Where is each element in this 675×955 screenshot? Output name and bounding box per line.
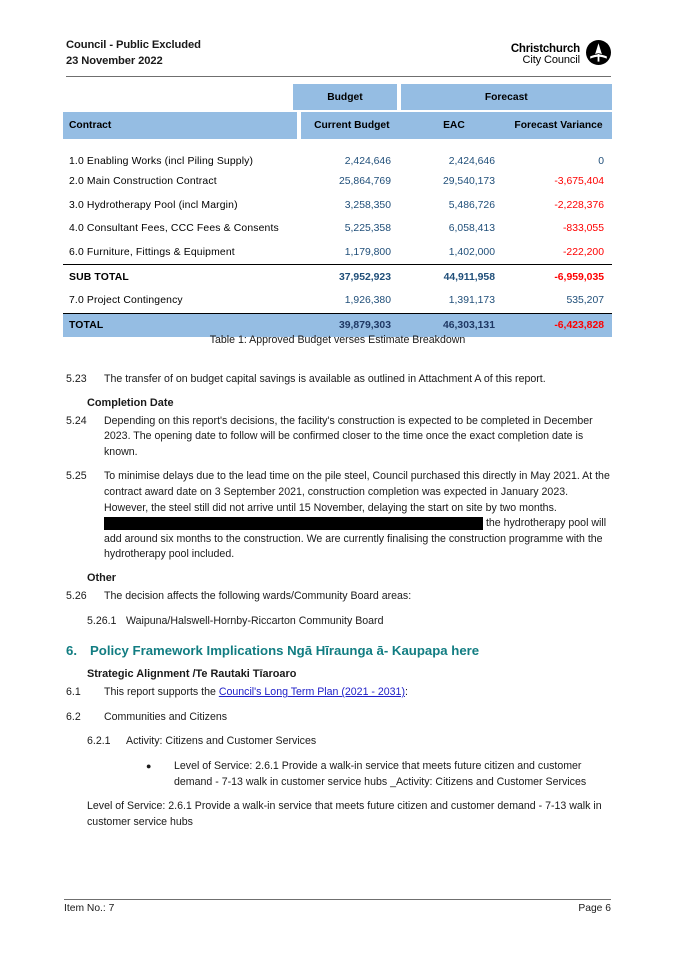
total-label: TOTAL — [69, 319, 104, 331]
row-variance: -222,200 — [562, 247, 604, 259]
paragraph-5-26-1 — [87, 614, 612, 630]
row-current-budget: 2,424,646 — [344, 156, 391, 167]
row-label: 1.0 Enabling Works (incl Piling Supply) — [69, 156, 254, 167]
row-eac: 29,540,173 — [442, 176, 495, 188]
redaction-block-1 — [104, 517, 392, 530]
row-variance: -3,675,404 — [554, 176, 604, 188]
subtotal-label: SUB TOTAL — [69, 271, 129, 283]
footer-item-number: Item No.: 7 — [64, 903, 115, 914]
row-variance: -833,055 — [562, 223, 604, 235]
document-body — [66, 372, 612, 839]
paragraph-text-part-b: the hydrotherapy pool will add around six months to the construction. We are currently finalising the construction programme with the hydrotherapy pool included. — [104, 517, 607, 561]
closing-paragraph: Level of Service: 2.6.1 Provide a walk-in service that meets future citizen and customer demand - 7-13 walk in customer service hubs — [87, 800, 602, 828]
paragraph-5-23 — [66, 372, 612, 388]
paragraph-number: 5.24 — [66, 414, 87, 427]
row-label: 2.0 Main Construction Contract — [69, 176, 217, 188]
table-column-header-row — [63, 112, 612, 139]
row-eac: 5,486,726 — [448, 199, 495, 211]
paragraph-text-part-a: To minimise delays due to the lead time on the pile steel, Council purchased this directly in May 2021. At the contract award date on 3 September 2021, construction completion was expected in January 2023. However, the steel still did not arrive until 15 November, delaying the start on site by two months. — [104, 470, 610, 514]
paragraph-text-prefix: This report supports the — [104, 686, 219, 699]
bullet-icon: ● — [146, 760, 152, 771]
paragraph-number: 5.26 — [66, 589, 87, 602]
paragraph-5-25 — [66, 469, 612, 563]
column-header-current-budget: Current Budget — [301, 112, 403, 139]
long-term-plan-link[interactable]: Council's Long Term Plan (2021 - 2031) — [218, 686, 405, 699]
contingency-eac: 1,391,173 — [448, 295, 495, 307]
logo-line-2: City Council — [522, 54, 580, 66]
heading-strategic-alignment: Strategic Alignment /Te Rautaki Tīaroaro — [87, 668, 297, 681]
paragraph-number: 5.26.1 — [87, 614, 117, 627]
group-header-forecast: Forecast — [401, 84, 612, 110]
row-variance: 0 — [598, 156, 604, 167]
row-current-budget: 1,179,800 — [344, 247, 391, 259]
row-variance: -2,228,376 — [554, 199, 604, 211]
paragraph-text: Depending on this report's decisions, the facility's construction is expected to be completed in December 2023. The opening date to follow will be confirmed closer to the time once the exact completion date is known. — [104, 414, 593, 458]
column-header-contract: Contract — [63, 112, 297, 139]
paragraph-number: 6.2 — [66, 710, 81, 723]
paragraph-text-suffix: : — [404, 686, 408, 699]
table-row — [63, 241, 612, 266]
row-current-budget: 25,864,769 — [338, 176, 391, 188]
row-current-budget: 5,225,358 — [344, 223, 391, 235]
page-header — [66, 38, 611, 74]
row-eac: 2,424,646 — [448, 156, 495, 167]
row-eac: 1,402,000 — [448, 247, 495, 259]
paragraph-5-26 — [66, 589, 612, 605]
budget-table — [63, 84, 612, 337]
header-titles — [66, 38, 201, 69]
logo-line-1: Christchurch — [510, 42, 580, 55]
group-header-spacer — [63, 84, 293, 110]
column-header-eac: EAC — [403, 112, 505, 139]
list-item — [146, 759, 612, 790]
paragraph-text: Waipuna/Halswell-Hornby-Riccarton Community Board — [126, 614, 384, 627]
row-eac: 6,058,413 — [448, 223, 495, 235]
paragraph-6-2-1 — [87, 734, 612, 750]
group-header-budget: Budget — [293, 84, 396, 110]
footer-page-number: Page 6 — [578, 903, 611, 914]
table-row — [63, 139, 612, 170]
header-title-line1: Council - Public Excluded — [66, 39, 201, 51]
contingency-variance: 535,207 — [566, 295, 604, 307]
paragraph-6-1 — [66, 685, 612, 701]
table-group-header-row — [63, 84, 612, 110]
paragraph-number: 6.1 — [66, 686, 81, 699]
paragraph-text: Activity: Citizens and Customer Services — [126, 735, 317, 748]
contingency-label: 7.0 Project Contingency — [69, 295, 183, 307]
row-current-budget: 3,258,350 — [344, 199, 391, 211]
logo-wordmark — [511, 44, 580, 67]
paragraph-text: Communities and Citizens — [104, 710, 228, 723]
table-row — [63, 194, 612, 218]
paragraph-text: The decision affects the following wards/Community Board areas: — [104, 589, 412, 602]
table-row — [63, 170, 612, 194]
table-row — [63, 217, 612, 241]
header-title-line2: 23 November 2022 — [66, 54, 163, 67]
section-heading-6 — [66, 643, 612, 658]
paragraph-text — [104, 685, 612, 701]
table-caption: Table 1: Approved Budget verses Estimate Breakdown — [209, 334, 466, 346]
page-footer — [64, 903, 611, 914]
paragraph-number: 6.2.1 — [87, 735, 111, 748]
total-eac: 46,303,131 — [442, 319, 495, 331]
footer-divider — [64, 899, 611, 900]
table-subtotal-row — [63, 265, 612, 289]
paragraph-text — [104, 469, 612, 563]
header-divider — [66, 76, 611, 77]
table-contingency-row — [63, 289, 612, 314]
contingency-current-budget: 1,926,380 — [344, 295, 391, 307]
council-logo — [511, 40, 611, 70]
section-number: 6. — [66, 643, 77, 659]
heading-completion-date: Completion Date — [87, 396, 174, 409]
column-header-forecast-variance: Forecast Variance — [505, 112, 612, 139]
row-label: 4.0 Consultant Fees, CCC Fees & Consents — [69, 223, 279, 235]
paragraph-6-2 — [66, 710, 612, 726]
paragraph-5-24 — [66, 414, 612, 461]
heading-other: Other — [87, 571, 117, 584]
subtotal-eac: 44,911,958 — [443, 271, 495, 283]
paragraph-text: The transfer of on budget capital savings is available as outlined in Attachment A of this report. — [104, 373, 546, 385]
row-label: 3.0 Hydrotherapy Pool (incl Margin) — [69, 199, 238, 211]
section-title: Policy Framework Implications Ngā Hīraunga ā- Kaupapa here — [90, 643, 480, 659]
row-label: 6.0 Furniture, Fittings & Equipment — [69, 247, 235, 259]
total-current-budget: 39,879,303 — [338, 319, 391, 331]
paragraph-number: 5.23 — [66, 373, 87, 385]
subtotal-current-budget: 37,952,923 — [338, 271, 391, 283]
redaction-block-2 — [392, 517, 483, 530]
list-item-text: Level of Service: 2.6.1 Provide a walk-in service that meets future citizen and customer demand - 7-13 walk in customer service hubs _Activity: Citizens and Customer Services — [174, 759, 587, 788]
paragraph-number: 5.25 — [66, 470, 87, 483]
total-variance: -6,423,828 — [554, 319, 604, 331]
subtotal-variance: -6,959,035 — [554, 271, 604, 283]
council-crest-icon — [586, 40, 611, 70]
